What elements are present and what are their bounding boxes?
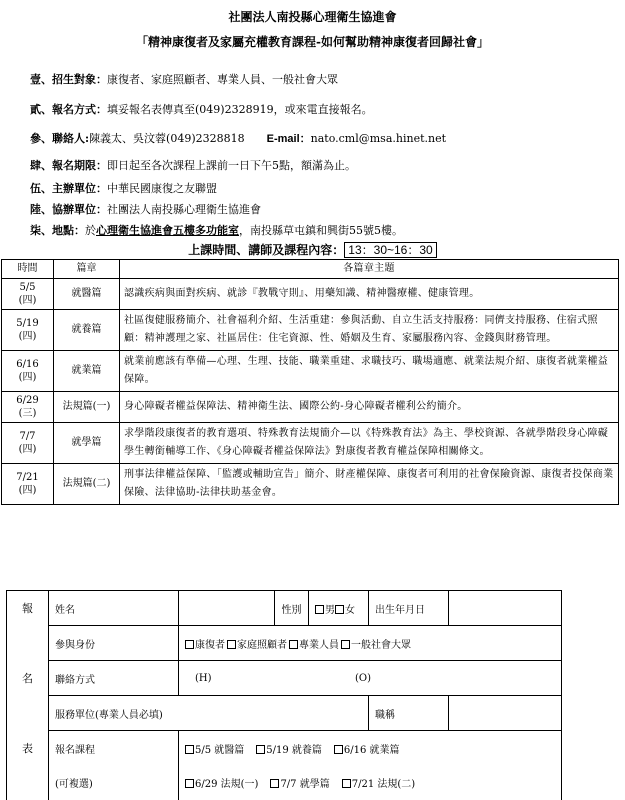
info-contact [30, 130, 610, 146]
location-label: 柒、地點： [30, 224, 85, 237]
row-date [2, 351, 54, 392]
cohost-label: 陸、協辦單位： [30, 203, 107, 216]
home-phone-label: (H) [195, 672, 212, 684]
identity-option: 家庭照顧者 [237, 639, 287, 651]
male-label: 男 [325, 604, 335, 616]
header-time: 時間 [2, 260, 54, 279]
course-options-row2 [179, 766, 562, 800]
row-topic: 認識疾病與面對疾病、就診『教戰守則』、用藥知識、精神醫療權、健康管理。 [120, 279, 619, 310]
course-checkbox[interactable] [185, 779, 194, 788]
location-venue: 心理衛生協進會五樓多功能室 [96, 224, 239, 237]
row-chapter: 法規篇(二) [54, 464, 120, 505]
course-option-label: 7/7 就學篇 [280, 779, 330, 791]
schedule-row [2, 392, 619, 423]
female-label: 女 [345, 604, 355, 616]
birth-label: 出生年月日 [369, 591, 449, 626]
contact-method-field[interactable] [179, 661, 562, 696]
location-post: ，南投縣草屯鎮和興街55號5樓。 [239, 224, 403, 237]
row-date [2, 392, 54, 423]
mobile-phone-label: (O) [355, 672, 372, 684]
location-pre: 於 [85, 224, 96, 237]
identity-option: 專業人員 [299, 639, 339, 651]
email-value[interactable]: nato.cml@msa.hinet.net [310, 132, 447, 145]
day-text: (四) [18, 331, 37, 342]
schedule-row [2, 464, 619, 505]
course-options-row1 [179, 731, 562, 766]
course-checkbox[interactable] [256, 745, 265, 754]
row-chapter: 就醫篇 [54, 279, 120, 310]
course-option[interactable] [334, 741, 400, 756]
info-deadline [30, 157, 610, 173]
course-label: 報名課程 [49, 731, 179, 766]
course-option[interactable] [342, 775, 415, 790]
schedule-row [2, 423, 619, 464]
organization-title: 社團法人南投縣心理衛生協進會 [228, 10, 397, 24]
identity-checkbox[interactable] [185, 640, 194, 649]
name-field[interactable] [179, 591, 275, 626]
course-option[interactable] [256, 741, 322, 756]
identity-option: 一般社會大眾 [351, 639, 411, 651]
row-chapter: 法規篇(一) [54, 392, 120, 423]
schedule-row [2, 310, 619, 351]
info-cohost [30, 201, 610, 217]
form-row-identity [7, 626, 562, 661]
day-text: (三) [18, 408, 37, 419]
row-date [2, 423, 54, 464]
info-recruit [30, 71, 610, 87]
schedule-header-row [2, 260, 619, 279]
email-label: E-mail： [266, 133, 311, 145]
multi-select-label: (可複選) [49, 766, 179, 800]
course-option[interactable] [185, 741, 244, 756]
date-text: 5/19 [16, 318, 39, 329]
form-side-label: 名 [7, 661, 49, 696]
identity-checkbox[interactable] [227, 640, 236, 649]
host-label: 伍、主辦單位： [30, 182, 107, 195]
course-option-label: 5/19 就養篇 [266, 744, 322, 756]
host-value: 中華民國康復之友聯盟 [107, 182, 217, 195]
cohost-value: 社團法人南投縣心理衛生協進會 [107, 203, 261, 216]
row-topic: 社區復健服務簡介、社會福利介紹、生活重建：參與活動、自立生活支持服務：同儕支持服務、住宿式照顧：精神護理之家、社區居住：住宅資源、性、婚姻及生育、家屬服務內容、金錢與財務管理。 [120, 310, 619, 351]
female-checkbox[interactable] [335, 605, 344, 614]
gender-label: 性別 [275, 591, 309, 626]
recruit-value: 康復者、家庭照顧者、專業人員、一般社會大眾 [107, 73, 338, 86]
form-row-course-2 [7, 766, 562, 800]
identity-option: 康復者 [195, 639, 225, 651]
contact-label: 參、聯絡人: [30, 132, 90, 145]
signup-label: 貳、報名方式： [30, 103, 107, 116]
course-checkbox[interactable] [334, 745, 343, 754]
course-checkbox[interactable] [270, 779, 279, 788]
male-checkbox[interactable] [315, 605, 324, 614]
form-row-contact [7, 661, 562, 696]
row-date [2, 279, 54, 310]
course-checkbox[interactable] [185, 745, 194, 754]
course-option-label: 5/5 就醫篇 [195, 744, 245, 756]
schedule-table [1, 259, 619, 505]
schedule-row [2, 279, 619, 310]
date-text: 6/16 [16, 359, 39, 370]
row-topic: 就業前應該有準備—心理、生理、技能、職業重建、求職技巧、職場適應、就業法規介紹、康復者就業權益保障。 [120, 351, 619, 392]
contact-method-label: 聯絡方式 [49, 661, 179, 696]
course-option[interactable] [185, 775, 258, 790]
form-side-blank [7, 626, 49, 661]
name-label: 姓名 [49, 591, 179, 626]
date-text: 5/5 [19, 282, 36, 293]
identity-checkbox[interactable] [341, 640, 350, 649]
deadline-value: 即日起至各次課程上課前一日下午5點，額滿為止。 [107, 159, 356, 172]
form-side-blank [7, 766, 49, 800]
day-text: (四) [18, 444, 37, 455]
date-text: 6/29 [16, 395, 39, 406]
signup-value: 填妥報名表傳真至(049)2328919，或來電直接報名。 [107, 103, 373, 116]
info-location [30, 222, 610, 238]
row-chapter: 就業篇 [54, 351, 120, 392]
day-text: (四) [18, 485, 37, 496]
info-host [30, 180, 610, 196]
job-title-field[interactable] [449, 696, 562, 731]
deadline-label: 肆、報名期限： [30, 159, 107, 172]
schedule-subtitle-text: 上課時間、講師及課程內容： [188, 243, 345, 257]
course-option-label: 7/21 法規(二) [351, 779, 416, 791]
row-date [2, 464, 54, 505]
form-row-name [7, 591, 562, 626]
row-topic: 身心障礙者權益保障法、精神衛生法、國際公約-身心障礙者權利公約簡介。 [120, 392, 619, 423]
recruit-label: 壹、招生對象： [30, 73, 107, 86]
date-text: 7/21 [16, 472, 39, 483]
form-side-blank [7, 696, 49, 731]
date-text: 7/7 [19, 431, 36, 442]
header-chapter: 篇章 [54, 260, 120, 279]
day-text: (四) [18, 295, 37, 306]
form-side-label: 表 [7, 731, 49, 766]
row-chapter: 就養篇 [54, 310, 120, 351]
form-row-workplace [7, 696, 562, 731]
course-title: 「精神康復者及家屬充權教育課程-如何幫助精神康復者回歸社會」 [136, 35, 489, 49]
identity-label: 參與身份 [49, 626, 179, 661]
row-topic: 求學階段康復者的教育選項、特殊教育法規簡介—以《特殊教育法》為主、學校資源、各就學階段身心障礙學生轉銜輔導工作、《身心障礙者權益保障法》對康復者教育權益保障相關條文。 [120, 423, 619, 464]
form-row-course-1 [7, 731, 562, 766]
form-side-label: 報 [7, 591, 49, 626]
info-signup [30, 101, 610, 117]
class-time: 13：30~16：30 [344, 242, 436, 258]
gender-field[interactable] [309, 591, 369, 626]
course-option-label: 6/16 就業篇 [343, 744, 400, 756]
identity-checkbox[interactable] [289, 640, 298, 649]
header-topic: 各篇章主題 [120, 260, 619, 279]
workplace-label: 服務單位(專業人員必填) [49, 696, 369, 731]
row-topic: 刑事法律權益保障、「監護或輔助宣告」簡介、財產權保障、康復者可利用的社會保險資源、康復者投保商業保險、法律協助-法律扶助基金會。 [120, 464, 619, 505]
day-text: (四) [18, 372, 37, 383]
schedule-subtitle [0, 241, 625, 258]
schedule-row [2, 351, 619, 392]
identity-field [179, 626, 562, 661]
course-checkbox[interactable] [342, 779, 351, 788]
contact-value: 陳義太、吳汶蓉(049)2328818 [89, 132, 245, 145]
job-title-label: 職稱 [369, 696, 449, 731]
course-option[interactable] [270, 775, 329, 790]
row-chapter: 就學篇 [54, 423, 120, 464]
row-date [2, 310, 54, 351]
course-option-label: 6/29 法規(一) [195, 779, 259, 791]
birth-field[interactable] [449, 591, 562, 626]
registration-form [6, 590, 562, 800]
